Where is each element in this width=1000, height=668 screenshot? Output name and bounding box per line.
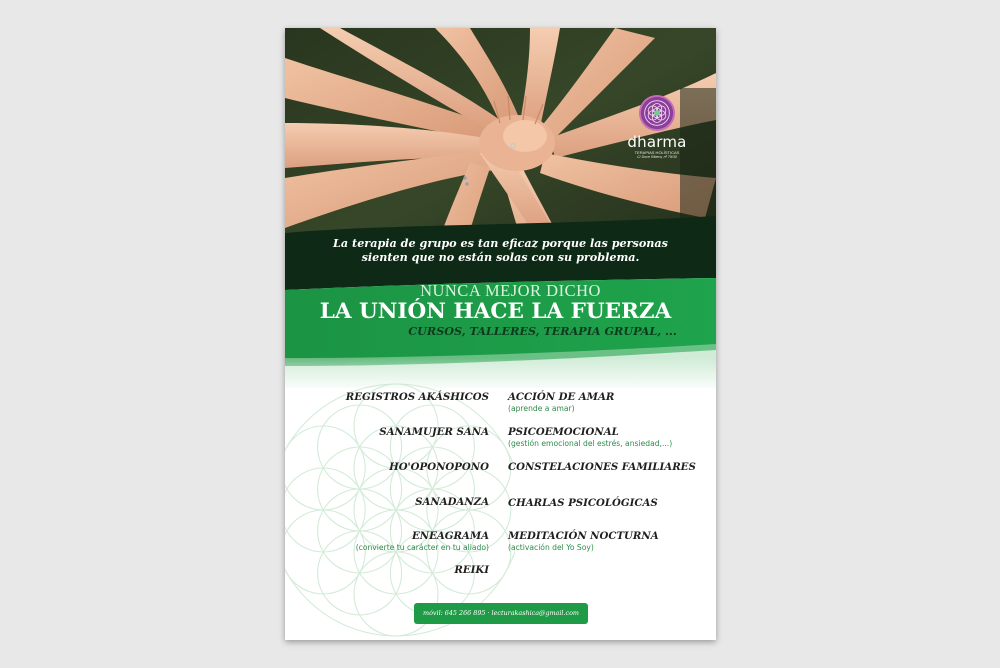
logo-subtitle: TERAPIAS HOLÍSTICAS xyxy=(634,150,680,155)
list-item: CHARLAS PSICOLÓGICAS xyxy=(508,497,658,509)
list-item: ACCIÓN DE AMAR (aprende a amar) xyxy=(508,391,615,413)
heading-title: LA UNIÓN HACE LA FUERZA xyxy=(319,299,672,324)
list-item: HO'OPONOPONO xyxy=(389,461,489,473)
contact-pill: móvil: 645 266 895 · lecturakashica@gmail.com xyxy=(414,603,588,624)
heading-subtitle: CURSOS, TALLERES, TERAPIA GRUPAL, ... xyxy=(408,324,677,338)
list-item: REIKI xyxy=(454,564,489,576)
list-item: ENEAGRAMA (convierte tu carácter en tu aliado) xyxy=(355,530,489,552)
list-item: REGISTROS AKÁSHICOS xyxy=(345,391,489,403)
services-list xyxy=(285,28,716,640)
logo-address: C/ Doce Ribera, nº 79/30 xyxy=(637,155,677,159)
list-item: MEDITACIÓN NOCTURNA (activación del Yo Soy) xyxy=(508,530,659,552)
heading-kicker: NUNCA MEJOR DICHO xyxy=(420,281,601,300)
quote-line-1: La terapia de grupo es tan eficaz porque las personas xyxy=(333,236,668,250)
quote-line-2: sienten que no están solas con su problema. xyxy=(361,250,640,264)
logo-name: dharma xyxy=(627,133,687,151)
flyer-poster xyxy=(285,28,716,640)
list-item: PSICOEMOCIONAL (gestión emocional del estrés, ansiedad,...) xyxy=(508,426,673,448)
list-item: SANADANZA xyxy=(415,496,489,508)
list-item: CONSTELACIONES FAMILIARES xyxy=(508,461,696,473)
list-item: SANAMUJER SANA xyxy=(379,426,489,438)
